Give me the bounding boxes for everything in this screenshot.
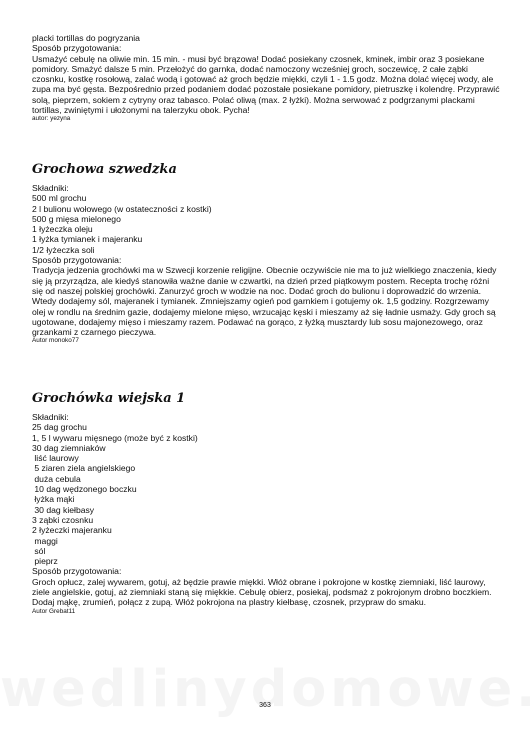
ingredient-item: 25 dag grochu xyxy=(32,422,87,433)
ingredient-item: 500 g mięsa mielonego xyxy=(32,213,121,224)
method-label: Sposób przygotowania: xyxy=(32,43,122,54)
recipe-continued xyxy=(32,33,502,123)
method-text: Tradycja jedzenia grochówki ma w Szwecji korzenie religijne. Obecnie oczywiście nie ma to już wielkiego znaczenia, kiedy się ją przyrządza, ale kiedyś stanowiła ważne danie w czwartki, na dzień przed piątkowym postem. Recepta trochę różni się od naszej polskiej grochówki. Zanurzyć groch w wodzie na noc. Dodać groch do bulionu i doprowadzić do wrzenia. Wtedy dodajemy sól, majeranek i tymianek. Zmniejszamy ogień pod garnkiem i gotujemy ok. 1,5 godziny. Rozgrzewamy olej w rondlu na średnim gazie, dodajemy mielone mięso, wrzucając kęski i mieszamy aż się ładnie usmaży. Gdy groch są ugotowane, dodajemy mięso i mieszamy razem. Podawać na gorąco, z łyżką musztardy lub sosu majonezowego, oraz grzankami z czarnego pieczywa. xyxy=(32,265,497,338)
ingredient-item: 3 ząbki czosnku xyxy=(32,514,94,525)
ingredient-item: 30 dag ziemniaków xyxy=(32,442,106,453)
ingredient-item: maggi xyxy=(32,535,58,546)
recipe-title: Grochówka wiejska 1 xyxy=(32,391,186,406)
ingredients-label: Składniki: xyxy=(32,183,69,193)
ingredient-item: sól xyxy=(32,545,46,556)
author-credit: Autor Grebat11 xyxy=(32,607,76,615)
recipe-body xyxy=(32,183,502,345)
ingredient-item: 500 ml grochu xyxy=(32,193,87,204)
ingredient-item: duża cebula xyxy=(32,473,81,484)
recipe-body xyxy=(32,412,502,616)
ingredient-item: 10 dag wędzonego boczku xyxy=(32,484,137,495)
watermark xyxy=(0,660,530,719)
ingredient-item: liść laurowy xyxy=(32,453,79,464)
ingredient-item: 5 ziaren ziela angielskiego xyxy=(32,463,136,474)
page-number: 363 xyxy=(259,702,271,709)
ingredient-item: 1, 5 l wywaru mięsnego (może być z kostki) xyxy=(32,432,198,443)
ingredient-item: 30 dag kiełbasy xyxy=(32,504,95,515)
ingredient-item: łyżka mąki xyxy=(32,494,75,505)
author-credit: autor: yezyna xyxy=(32,115,71,123)
ingredient-item: 1 łyżka tymianek i majeranku xyxy=(32,234,143,245)
ingredients-label: Składniki: xyxy=(32,412,69,422)
ingredient-item: 2 l bulionu wołowego (w ostateczności z kostki) xyxy=(32,203,212,214)
method-label: Sposób przygotowania: xyxy=(32,255,122,266)
ingredient-item: pieprz xyxy=(32,556,58,567)
method-text: Usmażyć cebulę na oliwie min. 15 min. - musi być brązowa! Dodać posiekany czosnek, kminek, imbir oraz 3 posiekane pomidory. Smażyć dalsze 5 min. Przełożyć do garnka, dodać namoczony wcześniej groch, soczewicę, 2 całe ząbki czosnku, kostkę rosołową, zalać wodą i gotować aż groch będzie miękki, czyli 1 - 1.5 godz. Można dolać więcej wody, ale zupa ma być gęsta. Bezpośrednio przed podaniem dodać pozostałe posiekane pomidory, pietruszkę i kolendrę. Przyprawić solą, pieprzem, sokiem z cytryny oraz tabasco. Polać oliwą (max. 2 łyżki). Można serwować z podgrzanymi plackami tortillas, zwiniętymi i ułożonymi na talerzyku obok. Pycha! xyxy=(32,53,500,116)
ingredient-item: 1 łyżeczka oleju xyxy=(32,224,93,235)
method-text: Groch opłucz, zalej wywarem, gotuj, aż będzie prawie miękki. Włóż obrane i pokrojone w kostkę ziemniaki, liść laurowy, ziele angielskie, gotuj, aż ziemniaki staną się miękkie. Cebulę obierz, posiekaj, podsmaż z pokrojonym drobno boczkiem. Dodaj mąkę, zrumień, połącz z zupą. Włóż pokrojona na plastry kiełbasę, czosnek, przypraw do smaku. xyxy=(32,576,492,608)
ingredient-item: 2 łyżeczki majeranku xyxy=(32,525,112,536)
ingredient-item: 1/2 łyżeczka soli xyxy=(32,244,95,255)
text-line: placki tortillas do pogryzania xyxy=(32,33,140,43)
recipe-title: Grochowa szwedzka xyxy=(32,162,177,177)
method-label: Sposób przygotowania: xyxy=(32,566,122,577)
author-credit: Autor monoko77 xyxy=(32,337,79,345)
